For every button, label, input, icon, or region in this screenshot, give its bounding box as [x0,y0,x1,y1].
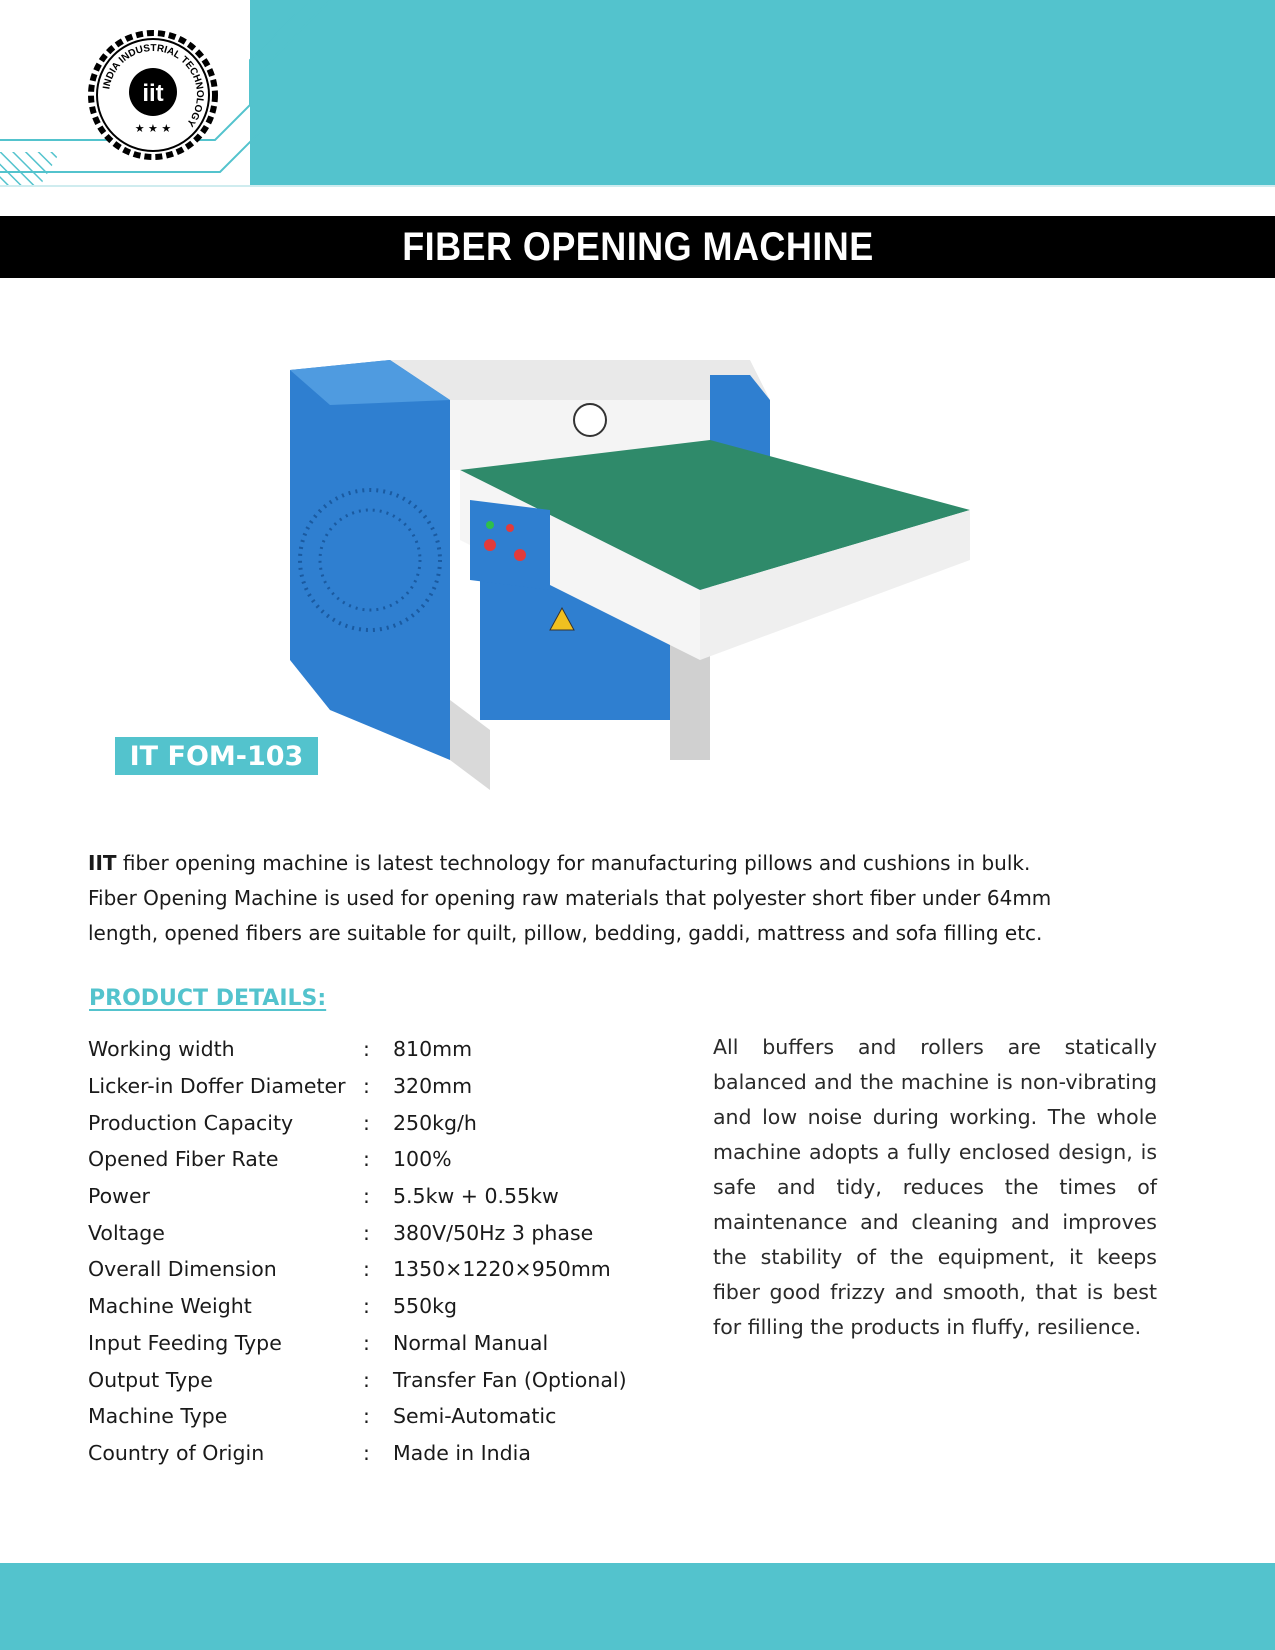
spec-value: 320mm [393,1074,473,1099]
spec-value: 250kg/h [393,1110,477,1135]
intro-paragraph [88,846,1168,951]
footer-band [0,1563,1275,1650]
spec-value: Normal Manual [393,1330,549,1355]
model-badge: IT FOM-103 [115,737,318,775]
spec-value: 1350×1220×950mm [393,1257,611,1282]
spec-row [88,1435,688,1472]
intro-line-1-text: fiber opening machine is latest technology for manufacturing pillows and cushions in bulk. [116,851,1031,875]
spec-label: Overall Dimension [88,1257,277,1282]
spec-label: Licker-in Doffer Diameter [88,1074,346,1099]
spec-value: 5.5kw + 0.55kw [393,1184,559,1209]
spec-value: Transfer Fan (Optional) [393,1367,627,1392]
logo-text: iit [142,80,164,107]
spec-label: Machine Weight [88,1294,252,1319]
spec-label: Opened Fiber Rate [88,1147,279,1172]
spec-value: Made in India [393,1440,531,1465]
logo-ring-text: INDIA INDUSTRIAL TECHNOLOGY [101,42,206,129]
spec-separator: : [363,1037,370,1062]
spec-separator: : [363,1330,370,1355]
spec-separator: : [363,1110,370,1135]
intro-line-1 [88,846,1168,881]
spec-separator: : [363,1257,370,1282]
spec-separator: : [363,1440,370,1465]
spec-row [88,1398,688,1435]
title-bar [0,216,1275,278]
spec-row [88,1178,688,1215]
machine-image [290,360,1030,800]
spec-row [88,1104,688,1141]
intro-line-3: length, opened fibers are suitable for quilt, pillow, bedding, gaddi, mattress and sofa filling etc. [88,921,1043,945]
spec-separator: : [363,1220,370,1245]
spec-row [88,1361,688,1398]
product-details-heading: PRODUCT DETAILS: [89,986,327,1011]
spec-separator: : [363,1184,370,1209]
spec-separator: : [363,1294,370,1319]
spec-separator: : [363,1367,370,1392]
intro-line-2: Fiber Opening Machine is used for opening raw materials that polyester short fiber under 64mm [88,886,1052,910]
spec-label: Production Capacity [88,1110,294,1135]
spec-separator: : [363,1074,370,1099]
spec-row [88,1325,688,1362]
spec-label: Output Type [88,1367,213,1392]
spec-row [88,1214,688,1251]
spec-value: Semi-Automatic [393,1404,557,1429]
spec-label: Country of Origin [88,1440,265,1465]
side-description: All buffers and rollers are statically balanced and the machine is non-vibrating and low noise during working. The whole machine adopts a fully enclosed design, is safe and tidy, reduces the times of maintenance and cleaning and improves the stability of the equipment, it keeps fiber good frizzy and smooth, that is best for filling the products in fluffy, resilience. [713,1035,1157,1339]
spec-value: 550kg [393,1294,458,1319]
spec-value: 100% [393,1147,452,1172]
spec-row [88,1068,688,1105]
spec-value: 380V/50Hz 3 phase [393,1220,594,1245]
svg-text:★ ★ ★: ★ ★ ★ [134,122,172,135]
spec-label: Power [88,1184,150,1209]
intro-brand-word: IIT [88,851,117,875]
spec-row [88,1141,688,1178]
spec-label: Voltage [88,1220,165,1245]
spec-separator: : [363,1404,370,1429]
specs-table [88,1031,688,1471]
page-title: FIBER OPENING MACHINE [401,224,874,269]
spec-label: Input Feeding Type [88,1330,282,1355]
spec-row [88,1031,688,1068]
spec-value: 810mm [393,1037,473,1062]
spec-label: Machine Type [88,1404,228,1429]
spec-label: Working width [88,1037,235,1062]
spec-separator: : [363,1147,370,1172]
spec-row [88,1288,688,1325]
spec-row [88,1251,688,1288]
iit-logo [88,30,218,160]
